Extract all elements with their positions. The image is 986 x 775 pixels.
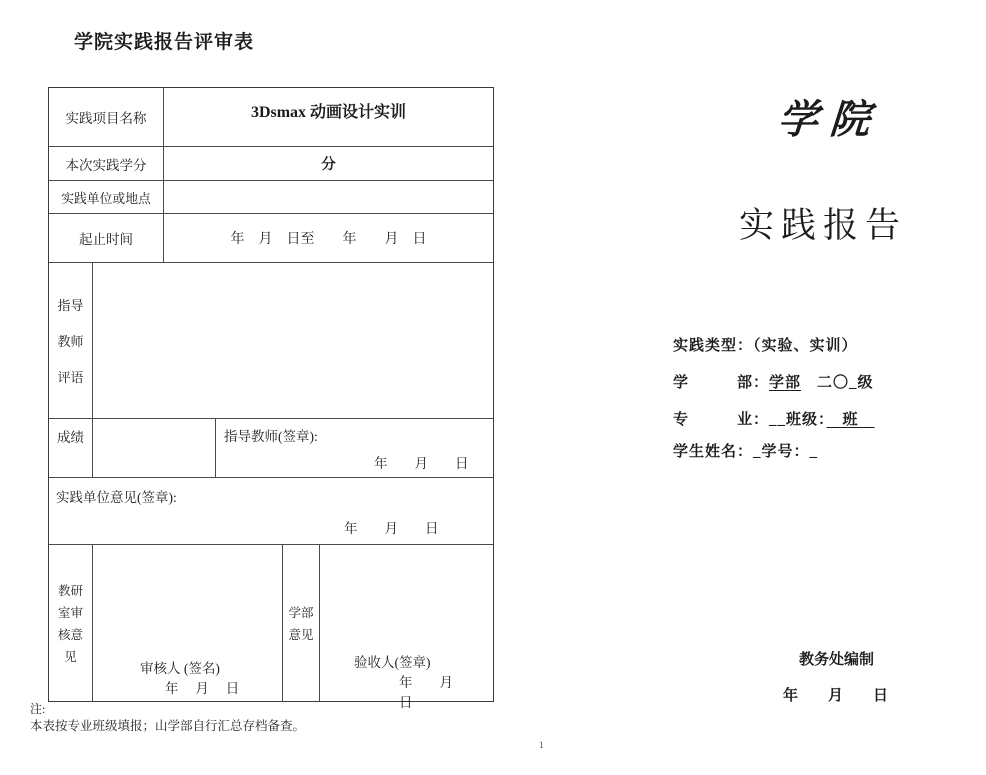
project-value-cell [164,88,493,147]
advisor-comment-area [93,263,493,419]
practice-type-line: 实践类型：（实验、实训） [673,338,858,354]
advisor-label-line2: 教师 [57,334,84,349]
student-name-blank: _ [753,444,762,460]
cover-date-line: 年 月 日 [783,688,889,704]
office-review-label-cell [49,545,93,701]
project-name-text: 3Dsmax 动画设计实训 [250,104,407,121]
score-label-cell: 成绩 [49,419,93,478]
dept-opinion-label-cell [283,545,320,701]
advisor-comment-label-cell [49,263,93,419]
advisor-signature-date: 年 月 日 [374,456,469,471]
major-label: 专 业： [673,412,770,428]
student-name-label: 学生姓名： [673,444,754,460]
dept-opinion-content-cell [320,545,493,710]
office-review-content-cell [93,545,283,701]
office-label-line1: 教研 [57,584,83,598]
location-value-cell [164,181,493,214]
page-number: 1 [539,740,544,750]
class-fill: 班 [826,412,875,428]
department-label: 学 部： [673,375,770,391]
department-grade-prefix: 二〇 [801,375,850,391]
review-table [48,87,494,710]
student-id-blank: _ [809,444,819,460]
time-label-cell: 起止时间 [49,214,164,263]
major-blank: __ [769,412,787,428]
advisor-signature-cell [216,419,493,478]
advisor-label-line3: 评语 [57,370,84,385]
office-label-line3: 核意 [57,628,83,642]
major-line [673,408,875,429]
acceptor-signature-label: 验收人(签章) [354,655,431,670]
note-label: 注: [30,702,46,716]
advisor-signature-label: 指导教师(签章): [224,429,318,444]
unit-opinion-label: 实践单位意见(签章): [56,490,177,505]
dept-label-line1: 学部 [288,606,314,620]
department-grade-blank: _ [849,375,858,391]
department-grade-suffix: 级 [857,375,874,391]
credit-value-cell: 分 [164,147,493,181]
office-label-line4: 见 [64,650,77,664]
location-label-cell: 实践单位或地点 [49,181,164,214]
department-line [673,371,874,392]
project-label-cell: 实践项目名称 [49,88,164,147]
note-text: 本表按专业班级填报；山学部自行汇总存档备查。 [30,719,306,733]
department-fill: 学部 [769,375,802,391]
office-label-line2: 室审 [57,606,83,620]
auditor-signature-date: 年 月 日 [165,681,240,696]
unit-opinion-cell [49,478,493,545]
producer-line: 教务处编制 [799,652,875,668]
advisor-label-line1: 指导 [57,298,84,313]
unit-opinion-date: 年 月 日 [344,521,439,536]
class-label: 班级： [786,412,827,428]
student-line [673,440,818,461]
student-id-label: 学号： [761,444,810,460]
form-title: 学院实践报告评审表 [74,32,255,53]
credit-label-cell: 本次实践学分 [49,147,164,181]
auditor-signature-label: 审核人 (签名) [140,661,220,676]
score-value-cell [93,419,216,478]
college-script-title: 学院 [776,97,884,142]
acceptor-signature-date: 年 月 日 [399,675,480,710]
time-value-cell: 年 月 日至 年 月 日 [164,214,493,263]
dept-label-line2: 意见 [288,628,314,642]
report-title: 实践报告 [738,206,907,245]
